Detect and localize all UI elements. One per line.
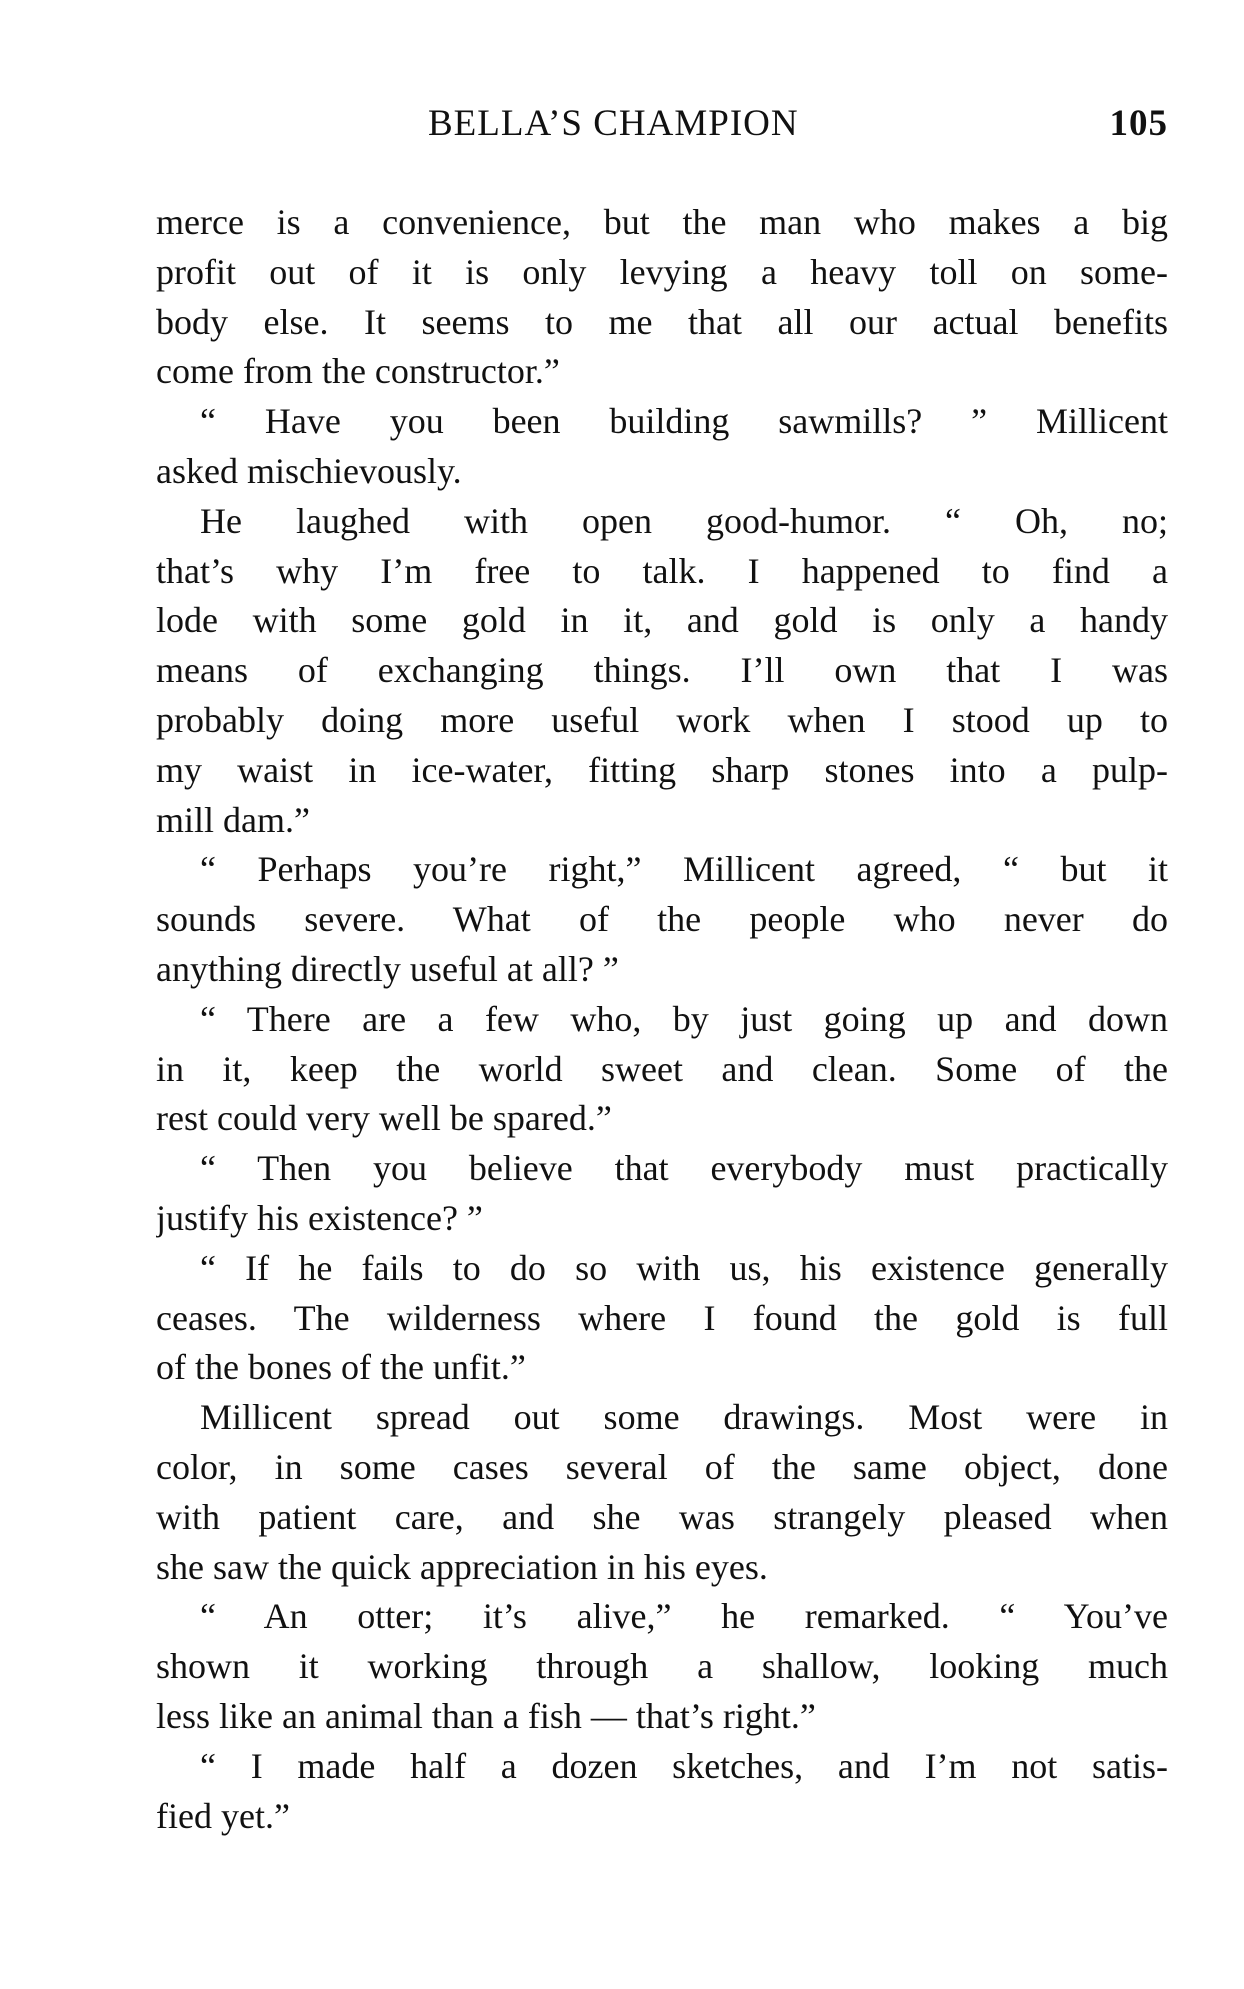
text-line: He laughed with open good-humor. “ Oh, no;: [200, 500, 1168, 541]
text-line: means of exchanging things. I’ll own that I was: [156, 650, 1168, 691]
text-line: ceases. The wilderness where I found the gold is full: [156, 1297, 1168, 1338]
running-head: [156, 102, 1168, 152]
text-line: fied yet.”: [156, 1795, 290, 1836]
text-line: less like an animal than a fish — that’s right.”: [156, 1695, 816, 1736]
text-line: lode with some gold in it, and gold is only a handy: [156, 600, 1168, 641]
text-line: anything directly useful at all? ”: [156, 948, 619, 989]
text-line: mill dam.”: [156, 799, 310, 840]
text-line: of the bones of the unfit.”: [156, 1347, 526, 1388]
page-number: 105: [1109, 103, 1168, 144]
text-line: my waist in ice-water, fitting sharp stones into a pulp-: [156, 749, 1168, 790]
body-text: [156, 198, 1168, 1841]
text-line: rest could very well be spared.”: [156, 1098, 612, 1139]
text-line: sounds severe. What of the people who never do: [156, 899, 1168, 940]
text-line: Millicent spread out some drawings. Most were in: [200, 1397, 1168, 1438]
text-line: “ Perhaps you’re right,” Millicent agreed, “ but it: [200, 849, 1168, 890]
running-title: BELLA’S CHAMPION: [428, 103, 799, 144]
text-line: that’s why I’m free to talk. I happened to find a: [156, 550, 1168, 591]
text-line: color, in some cases several of the same object, done: [156, 1446, 1168, 1487]
text-line: asked mischievously.: [156, 450, 462, 491]
text-line: she saw the quick appreciation in his eyes.: [156, 1546, 768, 1587]
text-line: probably doing more useful work when I stood up to: [156, 699, 1168, 740]
text-line: “ Then you believe that everybody must practically: [200, 1148, 1168, 1189]
text-line: justify his existence? ”: [156, 1197, 483, 1238]
text-line: “ I made half a dozen sketches, and I’m not satis-: [200, 1745, 1168, 1786]
text-line: “ An otter; it’s alive,” he remarked. “ You’ve: [200, 1596, 1168, 1637]
text-line: profit out of it is only levying a heavy toll on some-: [156, 251, 1168, 292]
text-line: come from the constructor.”: [156, 351, 560, 392]
text-line: “ Have you been building sawmills? ” Millicent: [200, 401, 1168, 442]
text-line: “ If he fails to do so with us, his existence generally: [200, 1247, 1168, 1288]
text-line: in it, keep the world sweet and clean. Some of the: [156, 1048, 1168, 1089]
text-line: with patient care, and she was strangely pleased when: [156, 1496, 1168, 1537]
text-line: body else. It seems to me that all our actual benefits: [156, 301, 1168, 342]
text-line: “ There are a few who, by just going up and down: [200, 998, 1168, 1039]
text-line: shown it working through a shallow, looking much: [156, 1646, 1168, 1687]
text-line: merce is a convenience, but the man who makes a big: [156, 202, 1168, 242]
